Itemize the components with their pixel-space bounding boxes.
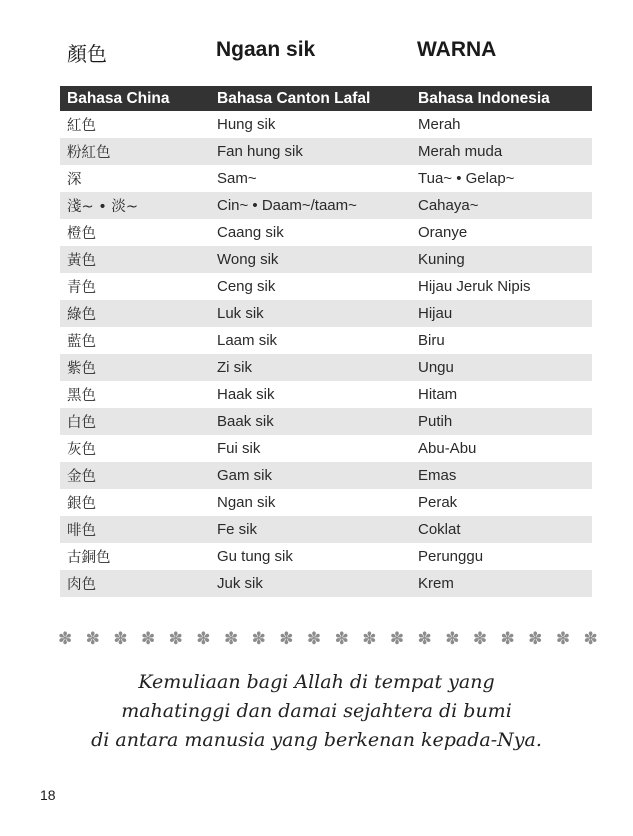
cell-indonesian: Tua~ • Gelap~	[418, 170, 515, 187]
heading-indonesian: WARNA	[417, 38, 497, 61]
cell-cantonese: Wong sik	[210, 246, 411, 273]
cell-cantonese: Baak sik	[210, 408, 411, 435]
cell-cantonese: Sam~	[217, 170, 257, 187]
table-body	[60, 111, 592, 597]
cell-chinese: 古銅色	[67, 550, 111, 566]
cell-cantonese: Caang sik	[217, 224, 284, 241]
cell-indonesian: Merah	[418, 116, 461, 133]
flower-icon: ✽	[555, 628, 571, 649]
verse-line: Kemuliaan bagi Allah di tempat yang	[138, 671, 495, 693]
table-row	[60, 111, 592, 138]
flower-icon: ✽	[445, 628, 460, 649]
flower-icon: ✽	[196, 628, 211, 649]
column-header-indonesian: Bahasa Indonesia	[411, 86, 592, 111]
table-row	[60, 327, 592, 354]
verse-line: di antara manusia yang berkenan kepada-Nya.	[91, 729, 542, 751]
flower-icon: ✽	[389, 628, 405, 649]
cell-cantonese: Hung sik	[217, 116, 276, 133]
table-row	[60, 408, 592, 435]
table-row	[60, 489, 592, 516]
cell-chinese: 肉色	[60, 570, 210, 597]
cell-cantonese: Ngan sik	[217, 494, 276, 511]
cell-chinese: 青色	[67, 280, 96, 296]
cell-chinese: 深	[67, 172, 82, 188]
verse-quote	[0, 668, 633, 755]
table-row	[60, 219, 592, 246]
column-header-cantonese: Bahasa Canton Lafal	[210, 86, 411, 111]
cell-indonesian: Abu-Abu	[418, 440, 477, 457]
cell-chinese: 綠色	[60, 300, 210, 327]
flower-icon: ✽	[417, 628, 432, 649]
cell-chinese: 黃色	[60, 246, 210, 273]
heading-chinese: 顏色	[67, 42, 107, 66]
cell-indonesian: Ungu	[411, 354, 592, 381]
heading-cantonese: Ngaan sik	[216, 38, 316, 61]
cell-indonesian: Putih	[411, 408, 592, 435]
cell-indonesian: Emas	[411, 462, 592, 489]
table-row	[60, 273, 592, 300]
cell-indonesian: Oranye	[418, 224, 468, 241]
cell-indonesian: Coklat	[411, 516, 592, 543]
cell-chinese: 啡色	[60, 516, 210, 543]
cell-cantonese: Ceng sik	[217, 278, 276, 295]
flower-icon: ✽	[334, 628, 349, 649]
cell-indonesian: Hitam	[418, 386, 458, 403]
cell-chinese: 淺~ • 淡~	[60, 192, 210, 219]
ornament-divider	[58, 628, 598, 650]
table-row	[60, 192, 592, 219]
cell-cantonese: Cin~ • Daam~/taam~	[210, 192, 411, 219]
flower-icon: ✽	[583, 628, 598, 649]
table-row	[60, 570, 592, 597]
cell-indonesian: Perak	[418, 494, 458, 511]
table-row	[60, 435, 592, 462]
flower-icon: ✽	[58, 628, 73, 649]
cell-indonesian: Merah muda	[411, 138, 592, 165]
table-row	[60, 354, 592, 381]
cell-indonesian: Hijau Jeruk Nipis	[418, 278, 531, 295]
flower-icon: ✽	[362, 628, 377, 649]
cell-indonesian: Biru	[418, 332, 445, 349]
cell-cantonese: Fan hung sik	[210, 138, 411, 165]
cell-indonesian: Perunggu	[418, 548, 484, 565]
cell-indonesian: Hijau	[411, 300, 592, 327]
flower-icon: ✽	[306, 628, 322, 649]
cell-indonesian: Cahaya~	[411, 192, 592, 219]
cell-cantonese: Fe sik	[210, 516, 411, 543]
cell-cantonese: Gam sik	[210, 462, 411, 489]
table-row	[60, 300, 592, 327]
cell-indonesian: Krem	[411, 570, 592, 597]
verse-line: mahatinggi dan damai sejahtera di bumi	[121, 700, 512, 722]
flower-icon: ✽	[140, 628, 156, 649]
flower-icon: ✽	[168, 628, 183, 649]
cell-chinese: 藍色	[67, 334, 96, 350]
cell-chinese: 紅色	[67, 118, 96, 134]
cell-cantonese: Haak sik	[217, 386, 275, 403]
cell-indonesian: Kuning	[411, 246, 592, 273]
cell-chinese: 灰色	[67, 442, 96, 458]
table-row	[60, 381, 592, 408]
flower-icon: ✽	[500, 628, 515, 649]
cell-chinese: 紫色	[60, 354, 210, 381]
column-header-chinese: Bahasa China	[60, 86, 210, 111]
flower-icon: ✽	[223, 628, 239, 649]
table-row	[60, 516, 592, 543]
flower-icon: ✽	[279, 628, 294, 649]
page-heading	[0, 38, 633, 70]
table-row	[60, 543, 592, 570]
cell-cantonese: Luk sik	[210, 300, 411, 327]
cell-cantonese: Zi sik	[210, 354, 411, 381]
cell-cantonese: Laam sik	[217, 332, 278, 349]
flower-icon: ✽	[251, 628, 266, 649]
table-row	[60, 138, 592, 165]
cell-cantonese: Juk sik	[210, 570, 411, 597]
flower-icon: ✽	[472, 628, 488, 649]
cell-chinese: 黑色	[67, 388, 96, 404]
flower-icon: ✽	[528, 628, 543, 649]
table-row	[60, 246, 592, 273]
flower-icon: ✽	[85, 628, 100, 649]
cell-chinese: 粉紅色	[60, 138, 210, 165]
cell-chinese: 金色	[60, 462, 210, 489]
table-row	[60, 462, 592, 489]
cell-cantonese: Fui sik	[217, 440, 261, 457]
table-header-row	[60, 86, 592, 111]
color-vocabulary-table	[60, 86, 592, 597]
cell-chinese: 白色	[60, 408, 210, 435]
page-number: 18	[40, 787, 56, 803]
flower-icon: ✽	[113, 628, 128, 649]
cell-chinese: 橙色	[67, 226, 96, 242]
cell-chinese: 銀色	[67, 496, 96, 512]
table-row	[60, 165, 592, 192]
cell-cantonese: Gu tung sik	[217, 548, 293, 565]
